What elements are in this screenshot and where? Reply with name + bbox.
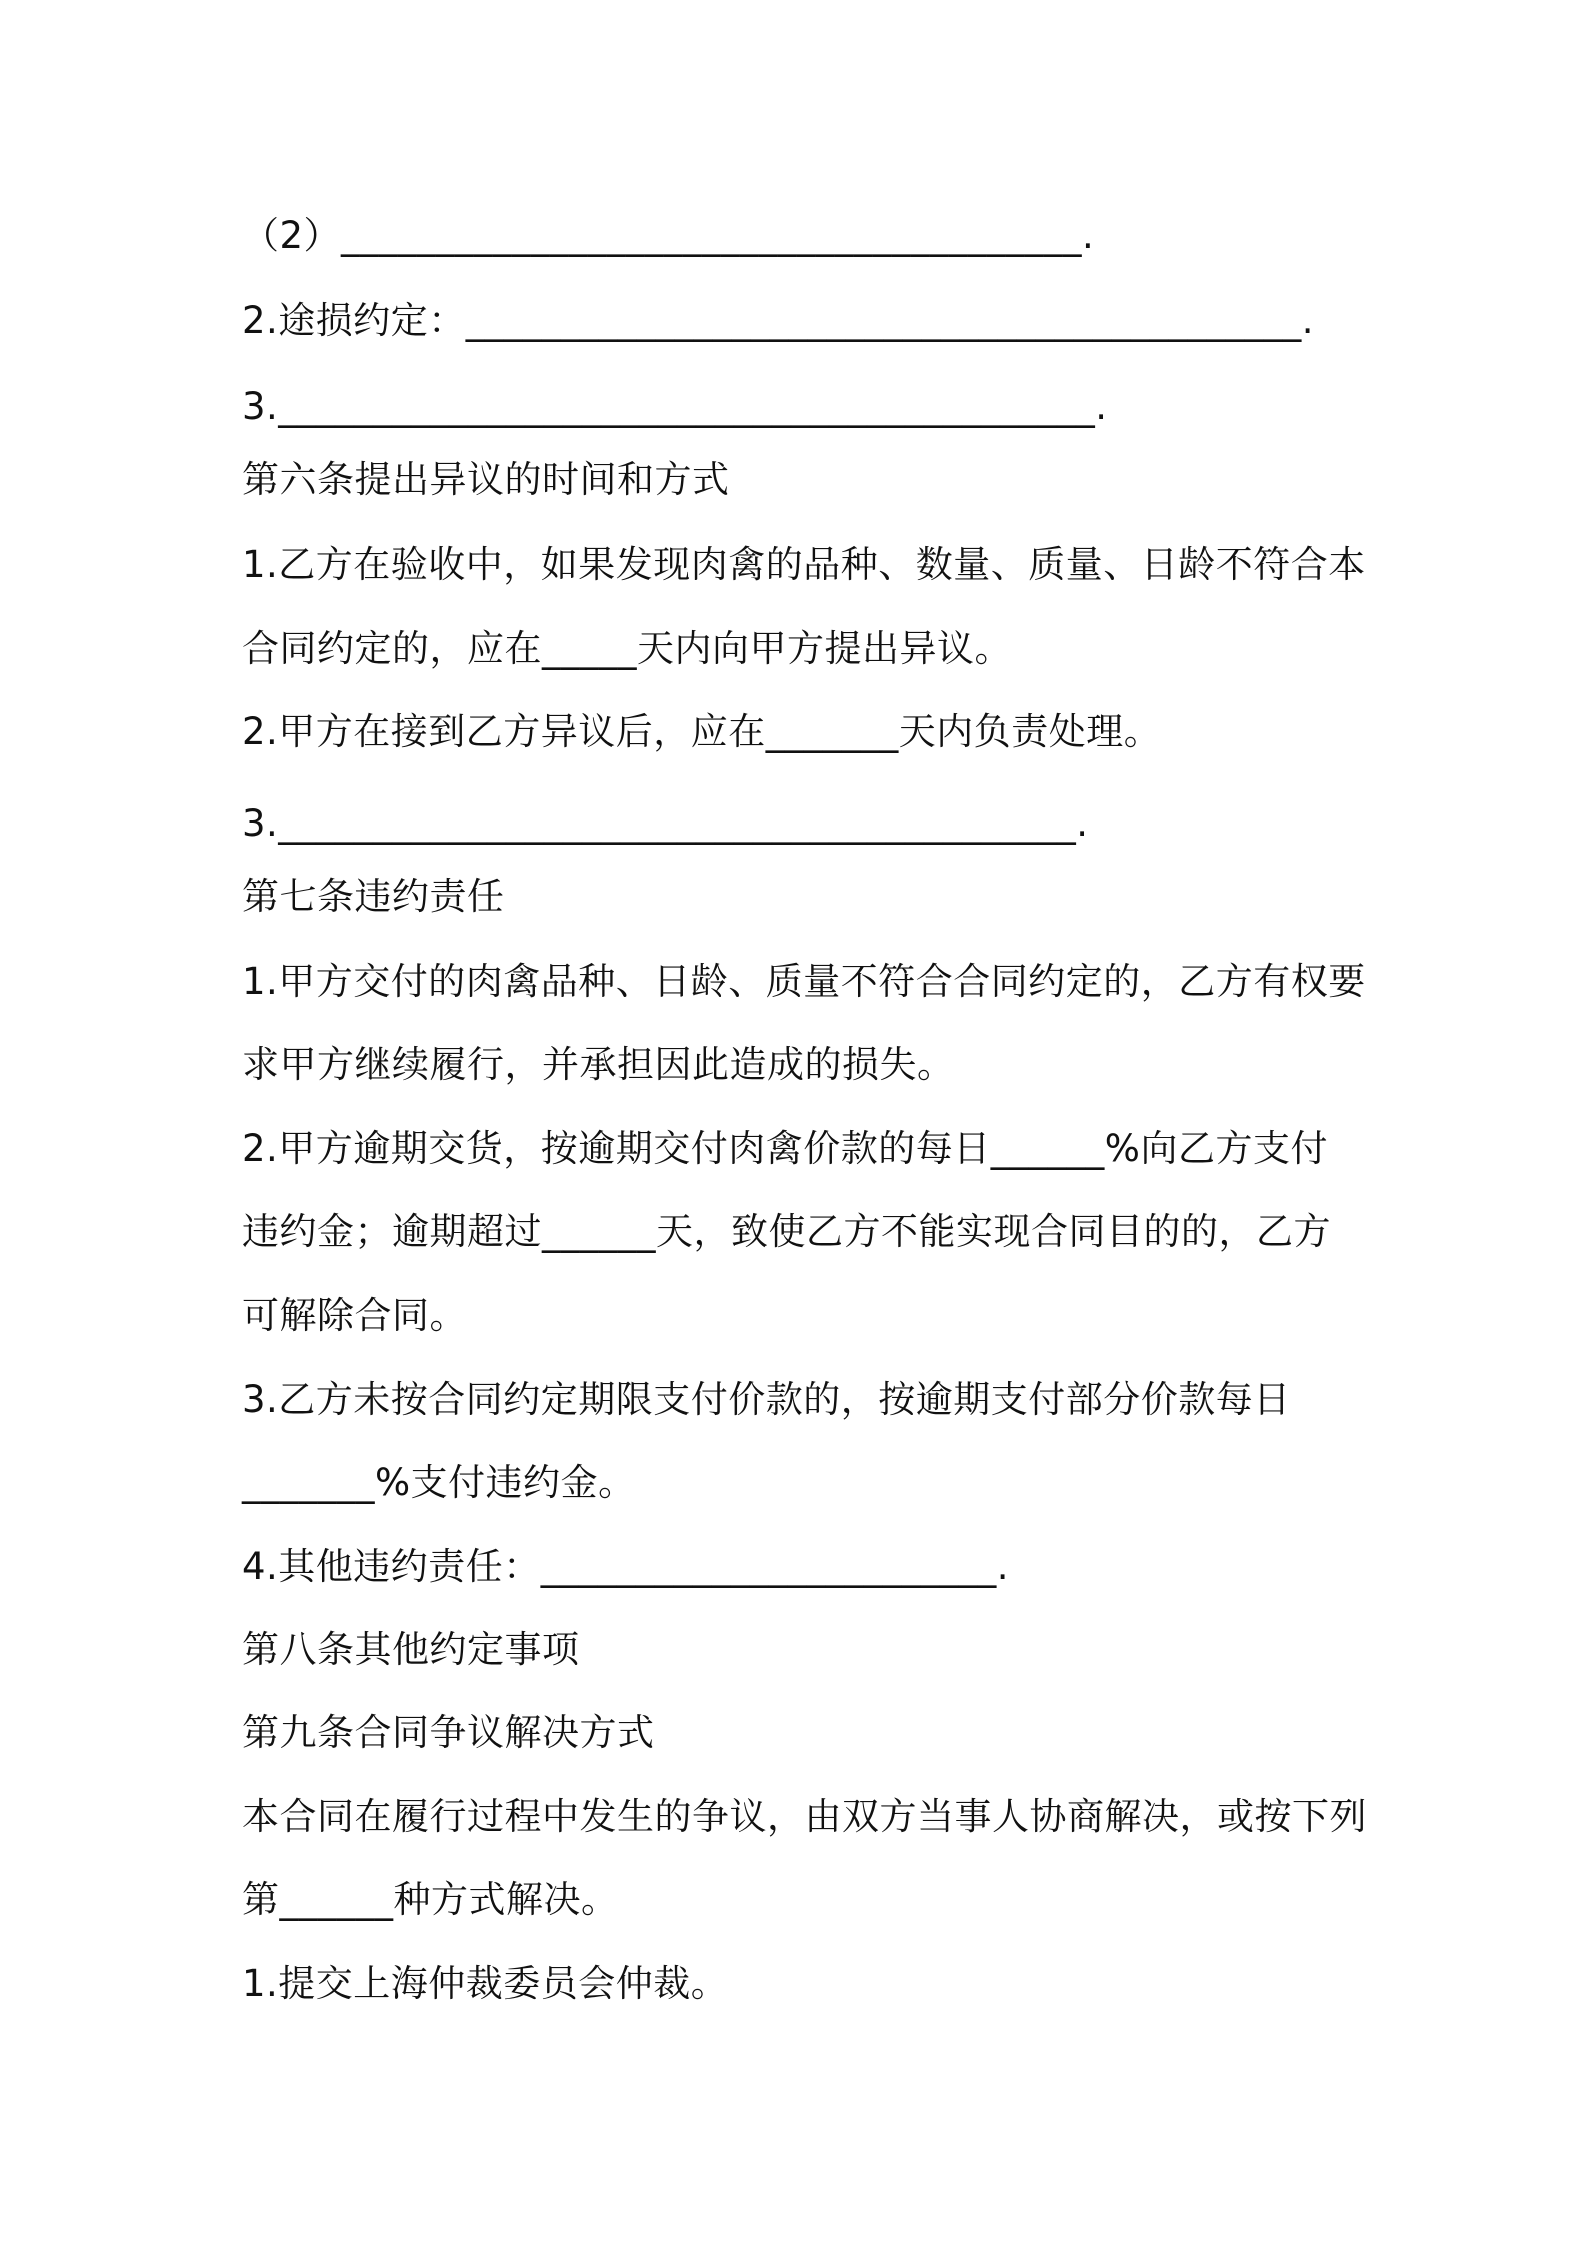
article-7-heading: 第七条违约责任 bbox=[242, 875, 505, 918]
article-7-item-3-line-2: _______%支付违约金。 bbox=[242, 1461, 636, 1504]
article-7-item-2-line-1: 2.甲方逾期交货，按逾期交付肉禽价款的每日______%向乙方支付 bbox=[242, 1127, 1328, 1170]
article-6-item-2: 2.甲方在接到乙方异议后，应在_______天内负责处理。 bbox=[242, 710, 1162, 753]
article-7-item-1-line-2: 求甲方继续履行，并承担因此造成的损失。 bbox=[242, 1043, 955, 1086]
article-6-item-1-line-2: 合同约定的，应在_____天内向甲方提出异议。 bbox=[242, 627, 1012, 670]
article-6-item-1-line-1: 1.乙方在验收中，如果发现肉禽的品种、数量、质量、日龄不符合本 bbox=[242, 543, 1366, 586]
article-9-item-1: 1.提交上海仲裁委员会仲裁。 bbox=[242, 1962, 729, 2005]
article-7-item-2-line-2: 违约金；逾期超过______天，致使乙方不能实现合同目的的，乙方 bbox=[242, 1210, 1331, 1253]
clause-5-transit-loss: 2.途损约定：____________________________________________. bbox=[242, 299, 1315, 342]
clause-5-item-3: 3.___________________________________________. bbox=[242, 385, 1108, 428]
clause-5-item-2: （2）_______________________________________. bbox=[242, 214, 1095, 257]
article-7-item-3-line-1: 3.乙方未按合同约定期限支付价款的，按逾期支付部分价款每日 bbox=[242, 1378, 1291, 1421]
article-6-item-3: 3.__________________________________________. bbox=[242, 802, 1089, 845]
article-7-item-2-line-3: 可解除合同。 bbox=[242, 1294, 467, 1337]
article-8-heading: 第八条其他约定事项 bbox=[242, 1628, 580, 1671]
article-7-item-4: 4.其他违约责任：________________________. bbox=[242, 1545, 1010, 1588]
article-6-heading: 第六条提出异议的时间和方式 bbox=[242, 458, 730, 501]
article-9-body-line-1: 本合同在履行过程中发生的争议，由双方当事人协商解决，或按下列 bbox=[242, 1795, 1367, 1838]
article-7-item-1-line-1: 1.甲方交付的肉禽品种、日龄、质量不符合合同约定的，乙方有权要 bbox=[242, 960, 1366, 1003]
article-9-heading: 第九条合同争议解决方式 bbox=[242, 1711, 655, 1754]
article-9-body-line-2: 第______种方式解决。 bbox=[242, 1878, 619, 1921]
